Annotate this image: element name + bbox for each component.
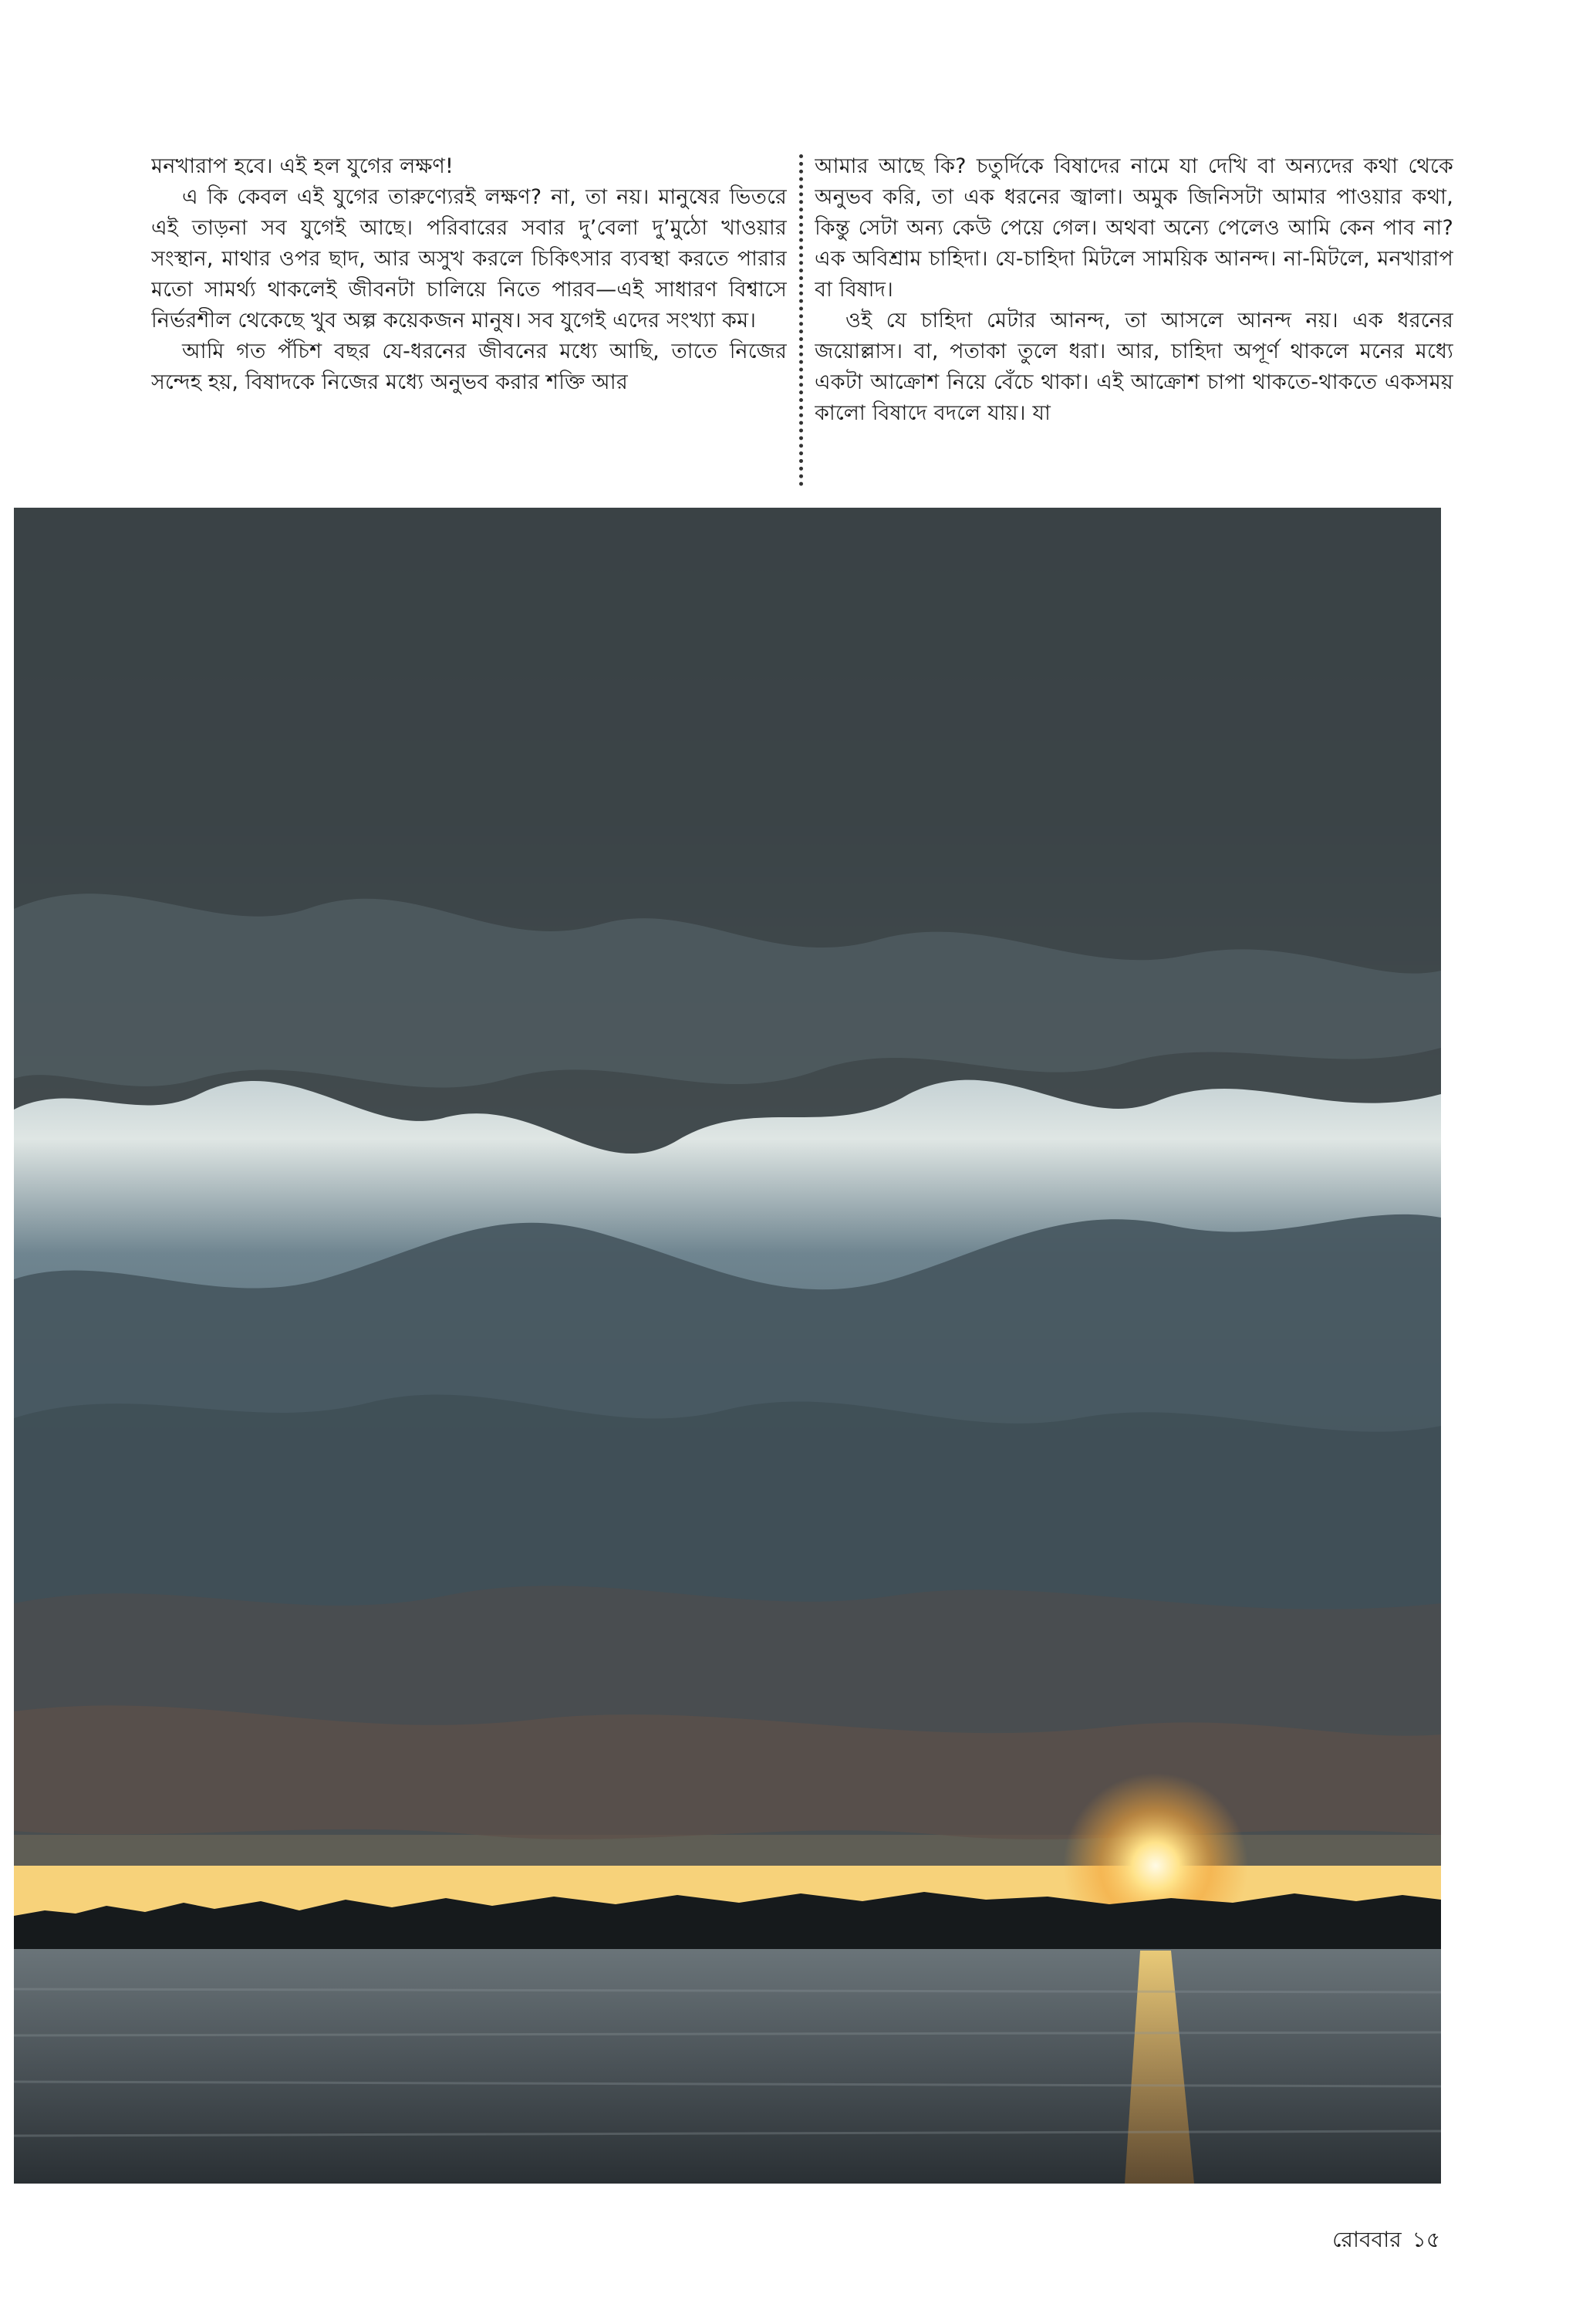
paragraph: আমার আছে কি? চতুর্দিকে বিষাদের নামে যা দেখি বা অন্যদের কথা থেকে অনুভব করি, তা এক ধরনের জ্বালা। অমুক জিনিসটা আমার পাওয়ার কথা, কিন্তু সেটা অন্য কেউ পেয়ে গেল। অথবা অন্যে পেলেও আমি কেন পাব না? এক অবিশ্রাম চাহিদা। যে-চাহিদা মিটলে সাময়িক আনন্দ। না-মিটলে, মনখারাপ বা বিষাদ। (815, 154, 1453, 302)
magazine-name: রোববার (1332, 2227, 1402, 2252)
paragraph: এ কি কেবল এই যুগের তারুণ্যেরই লক্ষণ? না, তা নয়। মানুষের ভিতরে এই তাড়না সব যুগেই আছে। পরিবারের সবার দু’বেলা দু’মুঠো খাওয়ার সংস্থান, মাথার ওপর ছাদ, আর অসুখ করলে চিকিৎসার ব্যবস্থা করতে পারার মতো সামর্থ্য থাকলেই জীবনটা চালিয়ে নিতে পারব—এই সাধারণ বিশ্বাসে নির্ভরশীল থেকেছে খুব অল্প কয়েকজন মানুষ। সব যুগেই এদের সংখ্যা কম। (151, 185, 787, 333)
sunset-photo (14, 508, 1441, 2184)
column-divider (799, 154, 803, 486)
paragraph: মনখারাপ হবে। এই হল যুগের লক্ষণ! (151, 154, 454, 178)
paragraph: ওই যে চাহিদা মেটার আনন্দ, তা আসলে আনন্দ নয়। এক ধরনের জয়োল্লাস। বা, পতাকা তুলে ধরা। আর, চাহিদা অপূর্ণ থাকলে মনের মধ্যে একটা আক্রোশ নিয়ে বেঁচে থাকা। এই আক্রোশ চাপা থাকতে-থাকতে একসময় কালো বিষাদে বদলে যায়। যা (815, 309, 1453, 425)
article-column-left (151, 151, 787, 488)
page-number: ১৫ (1412, 2227, 1440, 2252)
page-folio (1321, 2223, 1440, 2259)
article-column-right (815, 151, 1453, 488)
paragraph: আমি গত পঁচিশ বছর যে-ধরনের জীবনের মধ্যে আছি, তাতে নিজের সন্দেহ হয়, বিষাদকে নিজের মধ্যে অনুভব করার শক্তি আর (151, 339, 787, 394)
